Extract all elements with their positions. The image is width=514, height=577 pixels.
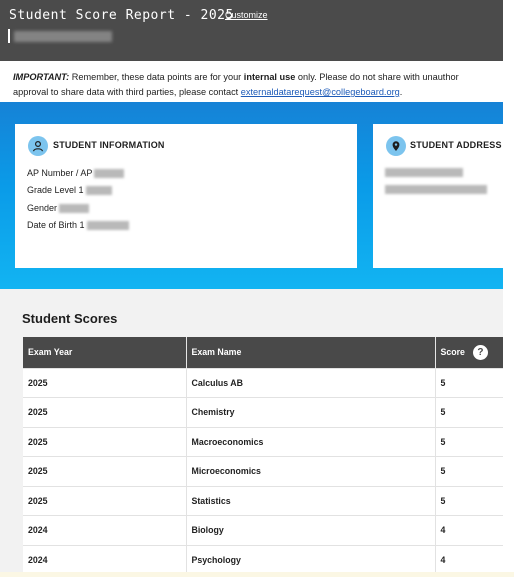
redacted-gender (59, 204, 89, 213)
address-line-1 (385, 168, 463, 177)
student-information-heading: STUDENT INFORMATION (53, 140, 165, 150)
notice-line-2 (13, 85, 503, 100)
exam-name-cell: Microeconomics (186, 457, 435, 487)
table-row (23, 486, 503, 516)
redacted-grade-level (86, 186, 112, 195)
exam-year-cell: 2025 (23, 457, 186, 487)
report-header (0, 0, 503, 61)
date-of-birth-field (27, 220, 129, 230)
gender-label: Gender (27, 203, 58, 213)
exam-name-cell: Chemistry (186, 398, 435, 428)
email-link[interactable]: externaldatarequest@collegeboard.org (240, 87, 400, 97)
exam-name-cell: Macroeconomics (186, 427, 435, 457)
exam-year-cell: 2025 (23, 486, 186, 516)
table-row (23, 398, 503, 428)
score-cell: 5 (435, 457, 503, 487)
ap-number-label: AP Number / AP (27, 168, 93, 178)
table-row (23, 427, 503, 457)
notice-text-3: approval to share data with third parties, please contact (13, 87, 241, 97)
score-header-label[interactable]: Score (440, 346, 465, 357)
date-of-birth-label: Date of Birth 1 (27, 220, 85, 230)
exam-year-cell: 2024 (23, 516, 186, 546)
page-bottom-strip (0, 572, 514, 577)
score-cell: 4 (435, 545, 503, 575)
exam-name-cell: Psychology (186, 545, 435, 575)
ap-number-field (27, 168, 124, 178)
grade-level-label: Grade Level 1 (27, 185, 84, 195)
redacted-address-line-2 (385, 185, 487, 194)
table-row (23, 545, 503, 575)
notice-text-2: only. Please do not share with unauthor (295, 72, 459, 82)
redacted-ap-number (94, 169, 124, 178)
person-icon (28, 136, 48, 156)
score-cell: 5 (435, 427, 503, 457)
internal-use-text: internal use (243, 72, 296, 82)
grade-level-field (27, 185, 112, 195)
student-information-card (15, 124, 357, 268)
score-cell: 5 (435, 368, 503, 398)
score-cell: 4 (435, 516, 503, 546)
student-address-heading: STUDENT ADDRESS (410, 140, 502, 150)
important-notice (13, 70, 503, 100)
score-cell: 5 (435, 398, 503, 428)
exam-name-cell: Biology (186, 516, 435, 546)
table-row (23, 368, 503, 398)
table-row (23, 516, 503, 546)
address-line-2 (385, 185, 487, 194)
exam-name-cell: Statistics (186, 486, 435, 516)
exam-name-header[interactable]: Exam Name (186, 337, 435, 368)
score-cell: 5 (435, 486, 503, 516)
notice-line-1 (13, 70, 503, 85)
student-address-card (373, 124, 503, 268)
exam-year-cell: 2025 (23, 368, 186, 398)
notice-text-4: . (399, 87, 403, 97)
scores-table (23, 337, 503, 575)
table-row (23, 457, 503, 487)
report-title: Student Score Report - 2025 (9, 8, 234, 23)
gender-field (27, 203, 89, 213)
scores-table-header (23, 337, 503, 368)
redacted-student-name (14, 31, 112, 42)
customize-link[interactable]: Customize (225, 10, 268, 20)
exam-year-cell: 2025 (23, 398, 186, 428)
redacted-address-line-1 (385, 168, 463, 177)
exam-year-cell: 2025 (23, 427, 186, 457)
score-header (435, 337, 503, 368)
important-label: IMPORTANT: (13, 72, 70, 82)
student-scores-title: Student Scores (22, 311, 118, 326)
exam-year-cell: 2024 (23, 545, 186, 575)
exam-year-header[interactable]: Exam Year (23, 337, 186, 368)
redacted-date-of-birth (87, 221, 129, 230)
exam-name-cell: Calculus AB (186, 368, 435, 398)
help-icon[interactable]: ? (473, 345, 488, 360)
text-cursor (8, 29, 10, 43)
notice-text-1: Remember, these data points are for your (69, 72, 244, 82)
location-pin-icon (386, 136, 406, 156)
